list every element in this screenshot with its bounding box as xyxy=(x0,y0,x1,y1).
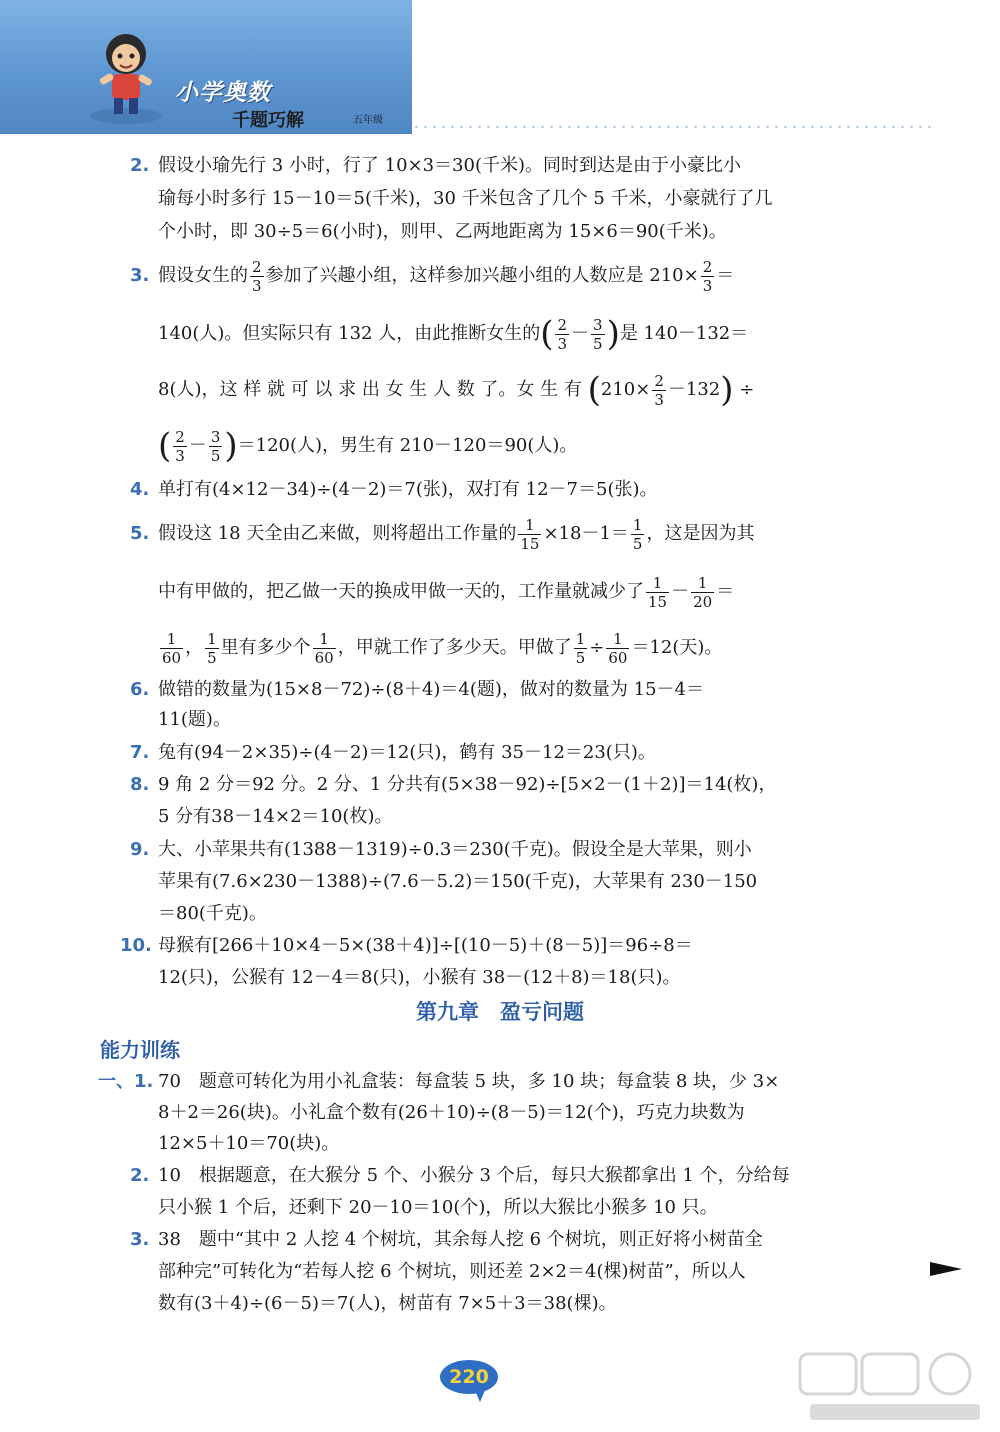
fraction-denominator: 15 xyxy=(520,534,540,553)
fraction xyxy=(250,258,264,295)
text-run: 是 140－132＝ xyxy=(619,323,749,344)
answer-line: 苹果有(7.6×230－1388)÷(7.6－5.2)＝150(千克)，大苹果有 230－150 xyxy=(158,871,758,892)
text-run: ， xyxy=(185,637,204,658)
fraction-numerator: 1 xyxy=(525,515,535,534)
answer-line: 瑜每小时多行 15－10＝5(千米)，30 千米包含了几个 5 千米，小豪就行了几 xyxy=(158,188,773,209)
answer-line xyxy=(158,370,754,410)
fraction-denominator: 60 xyxy=(314,648,334,667)
text-run: 假设女生的 xyxy=(158,265,248,286)
minus-sign: － xyxy=(571,323,590,344)
fraction-numerator: 1 xyxy=(207,629,217,648)
header-dotted-rule xyxy=(412,124,932,130)
answer-number: 3. xyxy=(130,265,150,286)
left-paren: ( xyxy=(158,426,172,466)
text-run: ＝ xyxy=(716,265,735,286)
right-paren: ) xyxy=(720,370,734,410)
text-run: ＝120(人)，男生有 210－120＝90(人)。 xyxy=(237,435,578,456)
fraction-denominator: 5 xyxy=(575,648,586,667)
fraction xyxy=(591,316,605,353)
answer-line: 大、小苹果共有(1388－1319)÷0.3＝230(千克)。假设全是大苹果，则小 xyxy=(158,839,752,860)
answer-number: 6. xyxy=(130,679,150,700)
fraction-numerator: 2 xyxy=(654,371,664,390)
fraction xyxy=(652,372,666,409)
text-run: ÷ xyxy=(739,379,755,400)
answer-line: 个小时，即 30÷5＝6(小时)，则甲、乙两地距离为 15×6＝90(千米)。 xyxy=(158,221,727,242)
fraction-denominator: 5 xyxy=(207,648,217,667)
answer-line: 5 分有38－14×2＝10(枚)。 xyxy=(158,806,393,827)
fraction xyxy=(691,574,714,611)
fraction xyxy=(606,630,629,667)
grade-label: 五年级 xyxy=(353,115,383,126)
text-run: 里有多少个 xyxy=(220,637,311,658)
minus-sign: － xyxy=(188,435,207,456)
answer-number: 5. xyxy=(130,523,150,544)
answer-line: 部种完”可转化为“若每人挖 6 个树坑，则还差 2×2＝4(棵)树苗”，所以人 xyxy=(158,1261,746,1282)
fraction-numerator: 3 xyxy=(593,315,603,334)
answer-line: 母猴有[266＋10×4－5×(38＋4)]÷[(10－5)＋(8－5)]＝96÷8＝ xyxy=(158,935,693,956)
fraction-denominator: 5 xyxy=(632,534,643,553)
answer-line xyxy=(158,572,734,612)
page-number-tail xyxy=(474,1388,486,1402)
book-subtitle: 千题巧解 xyxy=(232,110,304,131)
fraction xyxy=(646,574,669,611)
fraction-denominator: 3 xyxy=(252,276,262,295)
answer-line: 8＋2＝26(块)。小礼盒个数有(26＋10)÷(8－5)＝12(个)，巧克力块数为 xyxy=(158,1102,745,1123)
fraction xyxy=(205,630,219,667)
minus-sign: － xyxy=(671,581,690,602)
fraction xyxy=(518,516,541,553)
chapter-title: 第九章 盈亏问题 xyxy=(416,1000,584,1024)
answer-number: 4. xyxy=(130,479,150,500)
text-run: 8(人)，这 样 就 可 以 求 出 女 生 人 数 了。女 生 有 xyxy=(158,379,582,400)
text-run: ＝ xyxy=(716,581,735,602)
answer-line: 12(只)，公猴有 12－4＝8(只)，小猴有 38－(12＋8)＝18(只)。 xyxy=(158,967,681,988)
fraction-numerator: 1 xyxy=(319,629,329,648)
answer-line: 做错的数量为(15×8－72)÷(8＋4)＝4(题)，做对的数量为 15－4＝ xyxy=(158,679,704,700)
answer-line: 只小猴 1 个后，还剩下 20－10＝10(个)，所以大猴比小猴多 10 只。 xyxy=(158,1197,718,1218)
answer-line xyxy=(158,314,748,354)
fraction-denominator: 3 xyxy=(654,390,664,409)
answer-line: 9 角 2 分＝92 分。2 分、1 分共有(5×38－92)÷[5×2－(1＋2)]＝14(枚)， xyxy=(158,774,777,795)
text-run: 假设这 18 天全由乙来做，则将超出工作量的 xyxy=(158,523,517,544)
watermark-logo xyxy=(790,1348,990,1428)
text-run: －132 xyxy=(667,379,721,400)
answer-line: 假设小瑜先行 3 小时，行了 10×3＝30(千米)。同时到达是由于小豪比小 xyxy=(158,155,742,176)
fraction-numerator: 2 xyxy=(252,257,262,276)
answer-number: 一、1. xyxy=(98,1071,154,1092)
fraction-denominator: 60 xyxy=(608,648,628,667)
header-banner xyxy=(0,0,412,134)
fraction-denominator: 3 xyxy=(175,446,185,465)
text-run: 140(人)。但实际只有 132 人，由此推断女生的 xyxy=(158,323,541,344)
answer-line: 数有(3＋4)÷(6－5)＝7(人)，树苗有 7×5＋3＝38(棵)。 xyxy=(158,1293,617,1314)
answer-number: 8. xyxy=(130,774,150,795)
answer-line xyxy=(158,514,754,554)
fraction xyxy=(209,428,223,465)
fraction xyxy=(173,428,187,465)
fraction-numerator: 1 xyxy=(575,629,586,648)
mascot-image xyxy=(86,28,166,124)
text-run: ＝12(天)。 xyxy=(631,637,723,658)
fraction-denominator: 15 xyxy=(648,592,668,611)
text-run: 中有甲做的，把乙做一天的换成甲做一天的，工作量就减少了 xyxy=(158,581,644,602)
fraction-numerator: 3 xyxy=(210,427,221,446)
answer-line: 11(题)。 xyxy=(158,709,231,730)
right-paren: ) xyxy=(224,426,238,466)
answer-number: 3. xyxy=(130,1229,150,1250)
text-run: ，这是因为其 xyxy=(646,523,755,544)
fraction-denominator: 3 xyxy=(702,276,713,295)
fraction-numerator: 1 xyxy=(697,573,708,592)
page-number-badge xyxy=(440,1360,498,1394)
text-run: 210× xyxy=(600,379,651,400)
text-run: 参加了兴趣小组，这样参加兴趣小组的人数应是 210× xyxy=(265,265,699,286)
answer-line: 兔有(94－2×35)÷(4－2)＝12(只)，鹤有 35－12＝23(只)。 xyxy=(158,742,656,763)
arrow-right-icon xyxy=(930,1262,962,1276)
answer-line: 70 题意可转化为用小礼盒装：每盒装 5 块，多 10 块；每盒装 8 块，少 3× xyxy=(158,1071,780,1092)
answer-line xyxy=(158,256,734,296)
fraction-denominator: 5 xyxy=(210,446,221,465)
answer-line: 12×5＋10＝70(块)。 xyxy=(158,1133,340,1154)
page-number: 220 xyxy=(440,1360,498,1394)
answer-number: 9. xyxy=(130,839,150,860)
fraction xyxy=(555,316,569,353)
section-title: 能力训练 xyxy=(100,1038,180,1062)
fraction-numerator: 2 xyxy=(557,315,568,334)
book-title: 小学奥数 xyxy=(175,80,271,106)
fraction-denominator: 60 xyxy=(162,648,182,667)
fraction-numerator: 2 xyxy=(175,427,185,446)
text-run: ×18－1＝ xyxy=(543,523,629,544)
fraction-numerator: 2 xyxy=(702,257,713,276)
left-paren: ( xyxy=(540,314,554,354)
answer-number: 2. xyxy=(130,1165,150,1186)
fraction xyxy=(313,630,336,667)
fraction xyxy=(631,516,645,553)
fraction-numerator: 1 xyxy=(632,515,643,534)
fraction xyxy=(574,630,588,667)
answer-line: 10 根据题意，在大猴分 5 个、小猴分 3 个后，每只大猴都拿出 1 个，分给每 xyxy=(158,1165,790,1186)
left-paren: ( xyxy=(587,370,601,410)
fraction-denominator: 5 xyxy=(593,334,603,353)
answer-line: 38 题中“其中 2 人挖 4 个树坑，其余每人挖 6 个树坑，则正好将小树苗全 xyxy=(158,1229,763,1250)
text-run: ÷ xyxy=(589,637,605,658)
fraction-denominator: 20 xyxy=(693,592,713,611)
fraction-denominator: 3 xyxy=(557,334,568,353)
fraction-numerator: 1 xyxy=(166,629,177,648)
answer-line: 单打有(4×12－34)÷(4－2)＝7(张)，双打有 12－7＝5(张)。 xyxy=(158,479,658,500)
answer-number: 7. xyxy=(130,742,150,763)
answer-number: 10. xyxy=(120,935,152,956)
fraction-numerator: 1 xyxy=(652,573,663,592)
text-run: ，甲就工作了多少天。甲做了 xyxy=(337,637,572,658)
fraction xyxy=(160,630,183,667)
fraction xyxy=(701,258,715,295)
answer-line xyxy=(158,628,722,668)
right-paren: ) xyxy=(606,314,620,354)
answer-line: ＝80(千克)。 xyxy=(158,903,267,924)
answer-number: 2. xyxy=(130,155,150,176)
fraction-numerator: 1 xyxy=(613,629,623,648)
answer-line xyxy=(158,426,577,466)
